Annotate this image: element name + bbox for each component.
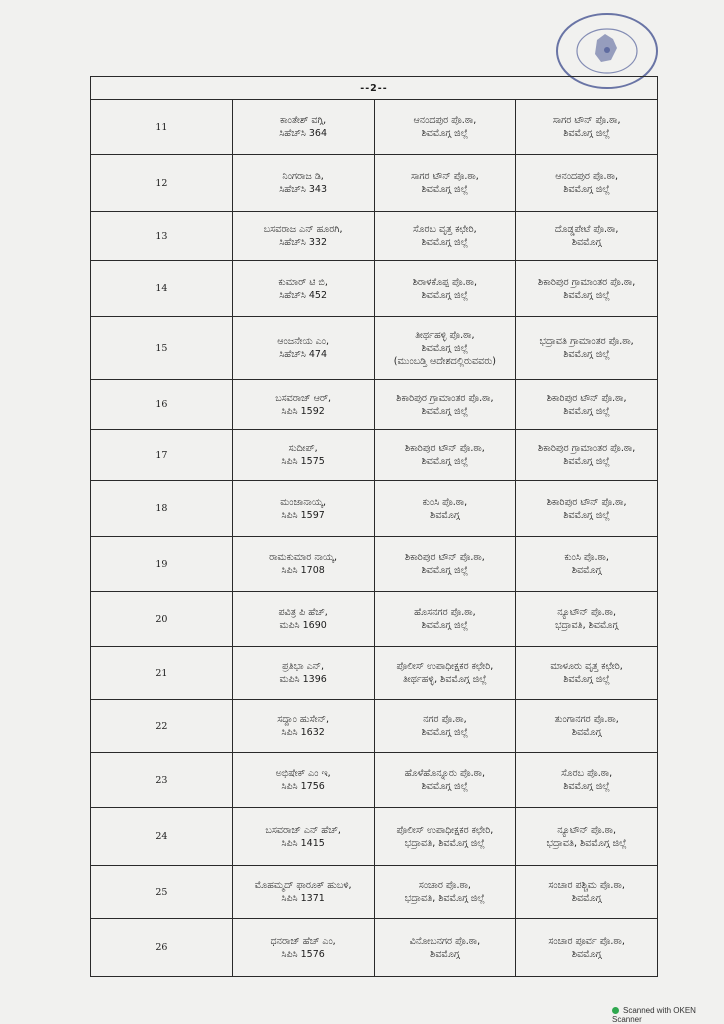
table-row	[91, 866, 658, 919]
employee-name: ಮಂಜಾನಾಯ್ಕ,	[280, 496, 326, 508]
row-number: 23	[91, 753, 233, 808]
employee-name: ಪ್ರತಿಭಾ ಎನ್,	[282, 661, 325, 672]
employee-name: ಬಸವರಾಜ್ ಆರ್,	[275, 392, 332, 404]
employee-id: ಸಿಹೆಚ್‌ಸಿ 452	[279, 289, 328, 301]
table-row	[91, 647, 658, 700]
to-station-line: ಸಂಚಾರ ಪಶ್ಚಿಮ ಪೊ.ಠಾ,	[548, 880, 625, 891]
from-station-cell	[374, 155, 516, 212]
employee-cell	[232, 592, 374, 647]
from-station-line: ತೀರ್ಥಹಳ್ಳಿ, ಶಿವಮೊಗ್ಗ ಜಿಲ್ಲೆ	[402, 674, 487, 685]
to-station-line: ಶಿಕಾರಿಪುರ ಟೌನ್ ಪೊ.ಠಾ,	[546, 496, 627, 508]
to-station-line: ಸೊರಬ ಪೊ.ಠಾ,	[561, 768, 613, 779]
row-number: 17	[91, 430, 233, 481]
table-row	[91, 537, 658, 592]
employee-id: ಸಿಹೆಚ್‌ಸಿ 332	[279, 237, 328, 248]
employee-cell	[232, 866, 374, 919]
from-station-line: ಭದ್ರಾವತಿ, ಶಿವಮೊಗ್ಗ ಜಿಲ್ಲೆ	[404, 893, 485, 904]
employee-id: ಸಿಹೆಚ್‌ಸಿ 343	[279, 184, 328, 195]
to-station-cell	[516, 919, 658, 977]
from-station-line: (ಮುಂಬಡ್ತಿ ಆದೇಶದಲ್ಲಿರುವವರು)	[393, 355, 496, 367]
from-station-line: ಶಿರಾಳಕೊಪ್ಪ ಪೊ.ಠಾ,	[412, 276, 478, 288]
to-station-cell	[516, 100, 658, 155]
from-station-cell	[374, 430, 516, 481]
employee-id: ಮಪಿಸಿ 1690	[279, 620, 327, 631]
from-station-line: ಭದ್ರಾವತಿ, ಶಿವಮೊಗ್ಗ ಜಿಲ್ಲೆ	[404, 837, 485, 849]
from-station-line: ಶಿಕಾರಿಪುರ ಟೌನ್ ಪೊ.ಠಾ,	[404, 443, 485, 454]
from-station-line: ಶಿವಮೊಗ್ಗ ಜಿಲ್ಲೆ	[421, 565, 469, 576]
page-marker-row	[91, 77, 658, 100]
from-station-line: ಪೊಲೀಸ್ ಉಪಾಧೀಕ್ಷಕರ ಕಛೇರಿ,	[396, 824, 494, 836]
to-station-line: ಶಿವಮೊಗ್ಗ	[571, 565, 602, 576]
employee-name: ನಿಂಗರಾಜ ಡಿ,	[282, 171, 324, 182]
to-station-line: ಭದ್ರಾವತಿ, ಶಿವಮೊಗ್ಗ ಜಿಲ್ಲೆ	[546, 837, 627, 849]
from-station-cell	[374, 261, 516, 317]
employee-id: ಸಿಪಿಸಿ 1371	[281, 893, 325, 904]
from-station-line: ಸಾಗರ ಟೌನ್ ಪೊ.ಠಾ,	[411, 171, 479, 182]
to-station-cell	[516, 647, 658, 700]
to-station-cell	[516, 592, 658, 647]
to-station-cell	[516, 261, 658, 317]
employee-id: ಸಿಪಿಸಿ 1708	[281, 565, 325, 576]
from-station-line: ಶಿಕಾರಿಪುರ ಗ್ರಾಮಾಂತರ ಪೊ.ಠಾ,	[396, 392, 494, 404]
to-station-line: ಸಾಗರ ಟೌನ್ ಪೊ.ಠಾ,	[552, 115, 621, 126]
from-station-line: ಹೊಸನಗರ ಪೊ.ಠಾ,	[414, 607, 476, 618]
from-station-cell	[374, 700, 516, 753]
employee-id: ಸಿಹೆಚ್‌ಸಿ 364	[279, 128, 328, 139]
to-station-line: ಶಿವಮೊಗ್ಗ ಜಿಲ್ಲೆ	[563, 289, 610, 301]
employee-id: ಸಿಪಿಸಿ 1575	[281, 456, 325, 467]
to-station-cell	[516, 212, 658, 261]
from-station-cell	[374, 100, 516, 155]
employee-name: ಕಾಂತೇಶ್ ವಗ್ಗಿ,	[280, 115, 327, 126]
to-station-line: ತುಂಗಾನಗರ ಪೊ.ಠಾ,	[554, 714, 619, 725]
row-number: 22	[91, 700, 233, 753]
to-station-line: ಶಿವಮೊಗ್ಗ ಜಿಲ್ಲೆ	[563, 184, 610, 195]
from-station-cell	[374, 592, 516, 647]
from-station-cell	[374, 753, 516, 808]
to-station-line: ಕುಂಸಿ ಪೊ.ಠಾ,	[564, 552, 609, 563]
table-row	[91, 155, 658, 212]
to-station-line: ಆನಂದಪುರ ಪೊ.ಠಾ,	[555, 171, 618, 182]
from-station-line: ಶಿವಮೊಗ್ಗ ಜಿಲ್ಲೆ	[421, 289, 469, 301]
from-station-line: ಸಂಚಾರ ಪೊ.ಠಾ,	[418, 880, 471, 891]
from-station-line: ತೀರ್ಥಹಳ್ಳಿ ಪೊ.ಠಾ,	[415, 329, 475, 341]
employee-id: ಸಿಪಿಸಿ 1576	[281, 948, 325, 960]
employee-name: ರಾಮಕುಮಾರ ನಾಯ್ಕ,	[269, 552, 338, 563]
employee-cell	[232, 919, 374, 977]
from-station-line: ಶಿವಮೊಗ್ಗ ಜಿಲ್ಲೆ	[421, 342, 469, 354]
employee-cell	[232, 808, 374, 866]
from-station-line: ಶಿವಮೊಗ್ಗ ಜಿಲ್ಲೆ	[421, 456, 469, 467]
from-station-line: ಹೊಳೆಹೊನ್ನೂರು ಪೊ.ಠಾ,	[404, 768, 486, 779]
to-station-line: ನ್ಯೂಟೌನ್ ಪೊ.ಠಾ,	[557, 824, 617, 836]
employee-cell	[232, 317, 374, 380]
employee-cell	[232, 647, 374, 700]
employee-id: ಮಪಿಸಿ 1396	[279, 674, 327, 685]
table-row	[91, 212, 658, 261]
to-station-cell	[516, 537, 658, 592]
from-station-line: ಆನಂದಪುರ ಪೊ.ಠಾ,	[413, 115, 477, 126]
to-station-line: ಮಾಳೂರು ವೃತ್ತ ಕಛೇರಿ,	[550, 661, 623, 672]
employee-name: ಸುದೀಪ್,	[288, 443, 318, 454]
to-station-cell	[516, 380, 658, 430]
row-number: 25	[91, 866, 233, 919]
row-number: 12	[91, 155, 233, 212]
employee-name: ಮೊಹಮ್ಮದ್ ಫಾರೂಕ್ ಹುಬಳಿ,	[254, 880, 352, 891]
employee-name: ಕುಮಾರ್ ಟಿ ಬಿ,	[278, 276, 328, 288]
to-station-line: ಶಿಕಾರಿಪುರ ಗ್ರಾಮಾಂತರ ಪೊ.ಠಾ,	[538, 443, 636, 454]
from-station-cell	[374, 537, 516, 592]
from-station-cell	[374, 647, 516, 700]
from-station-cell	[374, 808, 516, 866]
to-station-line: ಭದ್ರಾವತಿ ಗ್ರಾಮಾಂತರ ಪೊ.ಠಾ,	[539, 336, 634, 347]
table-row	[91, 700, 658, 753]
employee-id: ಸಿಹೆಚ್‌ಸಿ 474	[279, 349, 328, 360]
from-station-line: ಶಿವಮೊಗ್ಗ ಜಿಲ್ಲೆ	[421, 184, 469, 195]
to-station-line: ಸಂಚಾರ ಪೂರ್ವ ಪೊ.ಠಾ,	[548, 935, 625, 947]
from-station-line: ಶಿಕಾರಿಪುರ ಟೌನ್ ಪೊ.ಠಾ,	[404, 552, 485, 563]
to-station-line: ಶಿವಮೊಗ್ಗ	[571, 948, 602, 960]
employee-cell	[232, 380, 374, 430]
employee-name: ಪವಿತ್ರ ಪಿ ಹೆಚ್,	[278, 607, 328, 618]
to-station-cell	[516, 700, 658, 753]
from-station-line: ಶಿವಮೊಗ್ಗ ಜಿಲ್ಲೆ	[421, 781, 469, 792]
table-row	[91, 380, 658, 430]
from-station-line: ನಗರ ಪೊ.ಠಾ,	[423, 714, 467, 725]
to-station-cell	[516, 430, 658, 481]
to-station-line: ಶಿಕಾರಿಪುರ ಟೌನ್ ಪೊ.ಠಾ,	[546, 392, 627, 404]
row-number: 24	[91, 808, 233, 866]
table-row	[91, 317, 658, 380]
to-station-cell	[516, 866, 658, 919]
employee-name: ಆಂಜನೇಯ ಎಂ,	[277, 336, 330, 347]
employee-cell	[232, 261, 374, 317]
to-station-line: ನ್ಯೂಟೌನ್ ಪೊ.ಠಾ,	[557, 607, 617, 618]
to-station-line: ಶಿವಮೊಗ್ಗ	[571, 893, 602, 904]
from-station-line: ಪೊಲೀಸ್ ಉಪಾಧೀಕ್ಷಕರ ಕಛೇರಿ,	[396, 661, 494, 672]
from-station-line: ಶಿವಮೊಗ್ಗ ಜಿಲ್ಲೆ	[421, 405, 469, 417]
employee-name: ಅಭಿಷೇಕ್ ಎಂ ಇ,	[275, 768, 331, 779]
row-number: 18	[91, 481, 233, 537]
to-station-line: ಶಿವಮೊಗ್ಗ ಜಿಲ್ಲೆ	[563, 405, 610, 417]
to-station-line: ಶಿವಮೊಗ್ಗ ಜಿಲ್ಲೆ	[563, 349, 610, 360]
employee-id: ಸಿಪಿಸಿ 1592	[281, 405, 325, 417]
to-station-line: ಭದ್ರಾವತಿ, ಶಿವಮೊಗ್ಗ	[555, 620, 619, 631]
employee-cell	[232, 430, 374, 481]
employee-cell	[232, 537, 374, 592]
employee-name: ಸದ್ದಾಂ ಹುಸೇನ್,	[277, 714, 330, 725]
from-station-line: ಶಿವಮೊಗ್ಗ ಜಿಲ್ಲೆ	[421, 128, 469, 139]
table-row	[91, 808, 658, 866]
to-station-line: ಶಿವಮೊಗ್ಗ	[571, 237, 602, 248]
row-number: 11	[91, 100, 233, 155]
to-station-cell	[516, 317, 658, 380]
from-station-line: ಸೊರಬ ವೃತ್ತ ಕಛೇರಿ,	[413, 224, 477, 235]
row-number: 16	[91, 380, 233, 430]
to-station-cell	[516, 481, 658, 537]
page-marker: --2--	[91, 77, 658, 100]
employee-cell	[232, 700, 374, 753]
employee-id: ಸಿಪಿಸಿ 1756	[281, 781, 325, 792]
from-station-line: ಶಿವಮೊಗ್ಗ ಜಿಲ್ಲೆ	[421, 620, 469, 631]
employee-cell	[232, 155, 374, 212]
to-station-cell	[516, 753, 658, 808]
transfer-table	[90, 76, 658, 977]
to-station-line: ಶಿವಮೊಗ್ಗ ಜಿಲ್ಲೆ	[563, 781, 610, 792]
from-station-line: ಶಿವಮೊಗ್ಗ	[430, 948, 460, 960]
table-row	[91, 481, 658, 537]
scanner-text: Scanned with OKEN Scanner	[612, 1006, 696, 1024]
employee-cell	[232, 212, 374, 261]
table-row	[91, 592, 658, 647]
table-row	[91, 100, 658, 155]
row-number: 13	[91, 212, 233, 261]
employee-name: ಬಸವರಾಜ್ ಎನ್ ಹೆಚ್,	[265, 824, 341, 836]
table-row	[91, 753, 658, 808]
to-station-line: ಶಿವಮೊಗ್ಗ	[571, 727, 602, 738]
table-row	[91, 919, 658, 977]
row-number: 21	[91, 647, 233, 700]
from-station-cell	[374, 212, 516, 261]
from-station-cell	[374, 919, 516, 977]
scanner-footer	[612, 1006, 724, 1024]
from-station-cell	[374, 317, 516, 380]
from-station-cell	[374, 866, 516, 919]
from-station-line: ವಿನೋಬನಗರ ಪೊ.ಠಾ,	[409, 935, 481, 947]
from-station-cell	[374, 481, 516, 537]
to-station-line: ಶಿವಮೊಗ್ಗ ಜಿಲ್ಲೆ	[563, 509, 610, 521]
employee-cell	[232, 753, 374, 808]
scanner-logo-icon	[612, 1007, 619, 1014]
to-station-cell	[516, 808, 658, 866]
from-station-cell	[374, 380, 516, 430]
from-station-line: ಶಿವಮೊಗ್ಗ ಜಿಲ್ಲೆ	[421, 237, 469, 248]
employee-cell	[232, 100, 374, 155]
employee-cell	[232, 481, 374, 537]
row-number: 19	[91, 537, 233, 592]
to-station-line: ಶಿವಮೊಗ್ಗ ಜಿಲ್ಲೆ	[563, 456, 610, 467]
row-number: 26	[91, 919, 233, 977]
row-number: 20	[91, 592, 233, 647]
employee-id: ಸಿಪಿಸಿ 1632	[281, 727, 325, 738]
from-station-line: ಶಿವಮೊಗ್ಗ ಜಿಲ್ಲೆ	[421, 727, 469, 738]
to-station-line: ದೊಡ್ಡಪೇಟೆ ಪೊ.ಠಾ,	[554, 224, 619, 235]
employee-name: ಧನರಾಜ್ ಹೆಚ್ ಎಂ,	[270, 935, 336, 947]
to-station-line: ಶಿಕಾರಿಪುರ ಗ್ರಾಮಾಂತರ ಪೊ.ಠಾ,	[538, 276, 636, 288]
from-station-line: ಶಿವಮೊಗ್ಗ	[430, 509, 460, 521]
table-row	[91, 261, 658, 317]
employee-id: ಸಿಪಿಸಿ 1597	[281, 509, 325, 521]
employee-name: ಬಸವರಾಜ ಎನ್ ಹೂರಗಿ,	[263, 224, 343, 235]
employee-id: ಸಿಪಿಸಿ 1415	[281, 837, 325, 849]
to-station-line: ಶಿವಮೊಗ್ಗ ಜಿಲ್ಲೆ	[563, 128, 610, 139]
row-number: 14	[91, 261, 233, 317]
to-station-line: ಶಿವಮೊಗ್ಗ ಜಿಲ್ಲೆ	[563, 674, 610, 685]
row-number: 15	[91, 317, 233, 380]
from-station-line: ಕುಂಸಿ ಪೊ.ಠಾ,	[422, 496, 468, 508]
table-row	[91, 430, 658, 481]
to-station-cell	[516, 155, 658, 212]
